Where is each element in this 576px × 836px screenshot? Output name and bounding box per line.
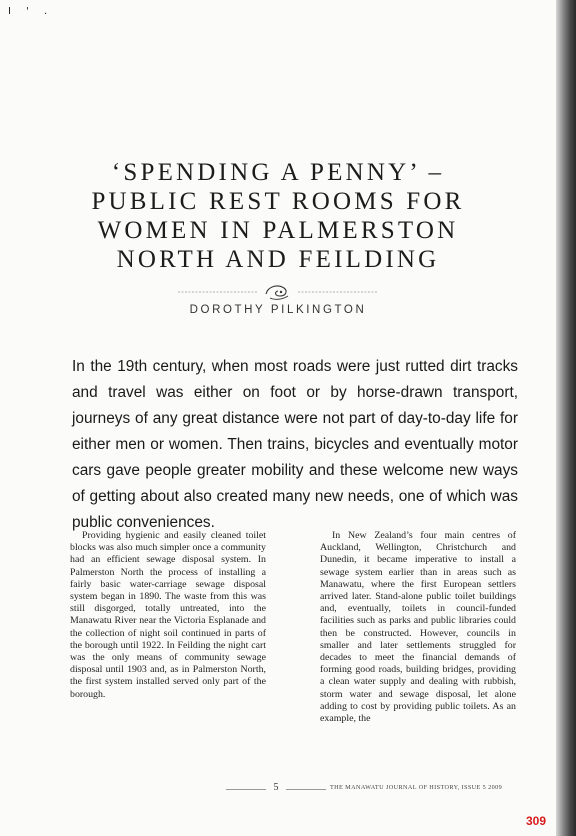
- title-line-4: NORTH AND FEILDING: [116, 246, 440, 273]
- ornament-divider-icon: [178, 280, 378, 302]
- journal-running-footer: THE MANAWATU JOURNAL OF HISTORY, ISSUE 5 2009: [330, 784, 503, 791]
- title-line-3: WOMEN IN PALMERSTON: [97, 217, 459, 244]
- lead-paragraph: In the 19th century, when most roads were just rutted dirt tracks and travel was either on foot or by horse-drawn transport, journeys of any great distance were not part of day-to-day life for either men or women. Then trains, bicycles and eventually motor cars gave people greater mobility and these welcome new ways of getting about also created many new needs, one of which was public conveniences.: [72, 358, 518, 531]
- body-column-right: In New Zealand’s four main centres of Auckland, Wellington, Christchurch and Dunedin, it became imperative to install a sewage system earlier than in areas such as Manawatu, where the first European settlers arrived later. Stand-alone public toilet buildings and, eventually, toilets in council-funded facilities such as parks and public libraries could then be constructed. However, councils in smaller and later settlements struggled for decades to meet the financial demands of forming good roads, building bridges, providing a clean water supply and dealing with rubbish, storm water and sewage disposal, let alone adding to cost by providing public toilets. As an example, the: [320, 530, 516, 725]
- title-line-2: PUBLIC REST ROOMS FOR: [91, 188, 465, 215]
- footer-rule-left: [226, 789, 266, 790]
- page-footer: [0, 782, 556, 796]
- book-spine-shadow: [556, 0, 576, 836]
- author-name: DOROTHY PILKINGTON: [189, 304, 367, 316]
- page-stamp-number: 309: [526, 814, 547, 828]
- article-title: [40, 158, 516, 274]
- footer-rule-right: [286, 789, 326, 790]
- page-number: 5: [273, 782, 279, 793]
- scan-marks: I ' .: [8, 6, 54, 17]
- body-column-left: Providing hygienic and easily cleaned toilet blocks was also much simpler once a community had an efficient sewage disposal system. In Palmerston North the process of installing a fairly basic water-carriage sewage disposal system began in 1890. The waste from this was still disgorged, totally untreated, into the Manawatu River near the Victoria Esplanade and the collection of night soil continued in parts of the borough until 1922. In Feilding the night cart was the only means of community sewage disposal until 1903 and, as in Palmerston North, the first system installed served only part of the borough.: [70, 530, 266, 700]
- title-line-1: ‘SPENDING A PENNY’ –: [111, 159, 445, 186]
